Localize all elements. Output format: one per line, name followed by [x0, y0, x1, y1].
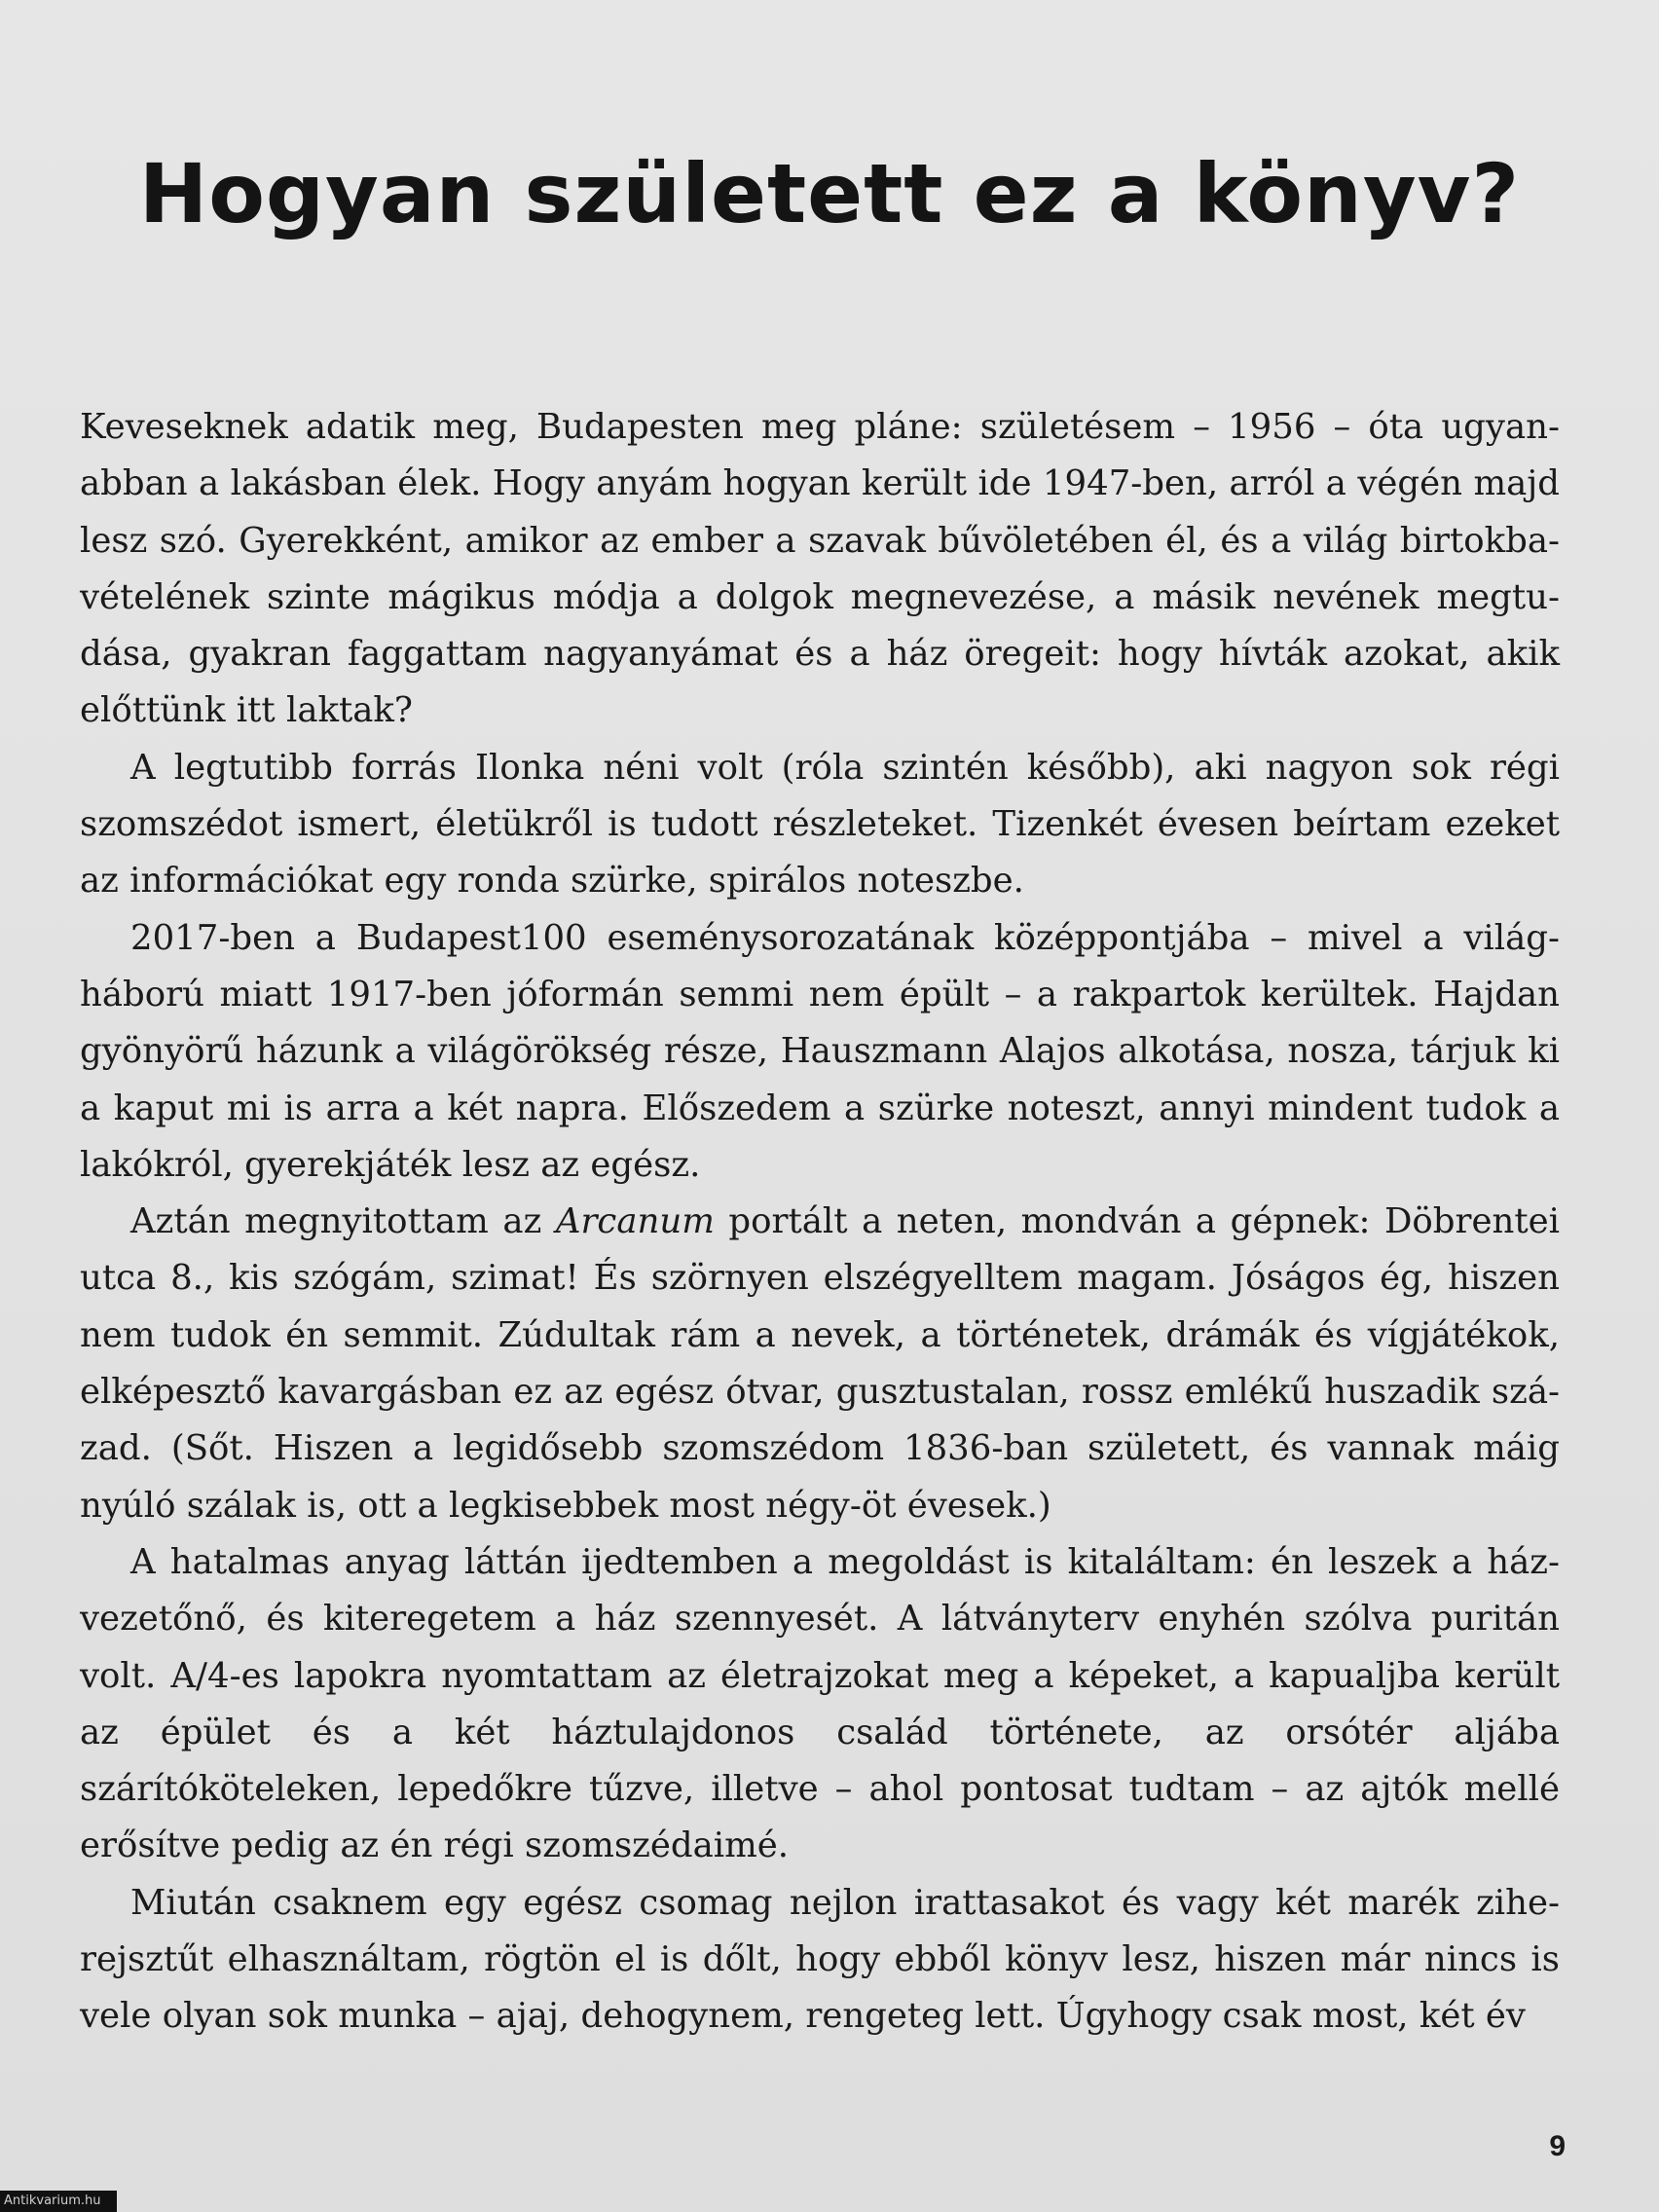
- paragraph-6: Miután csaknem egy egész csomag nejlon irattasakot és vagy két marék ziherejsztűt elhasználtam, rögtön el is dőlt, hogy ebből könyv lesz, hiszen már nincs is vele olyan sok munka – ajaj, dehogynem, rengeteg lett. Úgyhogy csak most, két év: [80, 1882, 1560, 2037]
- arcanum-italic: Arcanum: [555, 1201, 715, 1242]
- paragraph-4: [80, 1194, 1560, 1534]
- watermark: Antikvarium.hu: [0, 2191, 117, 2212]
- page-title: Hogyan született ez a könyv?: [138, 146, 1521, 241]
- paragraph-1: Keveseknek adatik meg, Budapesten meg pláne: születésem – 1956 – óta ugyanabban a lakásban élek. Hogy anyám hogyan került ide 1947-ben, arról a végén majd lesz szó. Gyerekként, amikor az ember a szavak bűvöletében él, és a világ birtokbavételének szinte mágikus módja a dolgok megnevezése, a másik nevének megtudása, gyakran faggattam nagyanyámat és a ház öregeit: hogy hívták azokat, akik előttünk itt laktak?: [80, 407, 1560, 731]
- paragraph-3: 2017-ben a Budapest100 eseménysorozatának középpontjába – mivel a világháború miatt 1917-ben jóformán semmi nem épült – a rakpartok kerültek. Hajdan gyönyörű házunk a világörökség része, Hauszmann Alajos alkotása, nosza, tárjuk ki a kaput mi is arra a két napra. Előszedem a szürke noteszt, annyi mindent tudok a lakókról, gyerekjáték lesz az egész.: [80, 917, 1560, 1185]
- paragraph-2: A legtutibb forrás Ilonka néni volt (róla szintén később), aki nagyon sok régi szomszédot ismert, életükről is tudott részleteket. Tizenkét évesen beírtam ezeket az információkat egy ronda szürke, spirálos noteszbe.: [80, 747, 1560, 902]
- page-number: 9: [1549, 2130, 1566, 2162]
- paragraph-4-start: Aztán megnyitottam az: [130, 1201, 556, 1242]
- paragraph-5: A hatalmas anyag láttán ijedtemben a megoldást is kitaláltam: én leszek a házvezetőnő, és kiteregetem a ház szennyesét. A látványterv enyhén szólva puritán volt. A/4-es lapokra nyomtattam az életrajzokat meg a képeket, a kapualjba került az épület és a két háztulajdonos család története, az orsótér aljába szárítóköteleken, lepedőkre tűzve, illetve – ahol pontosat tudtam – az ajtók mellé erősítve pedig az én régi szomszédaimé.: [80, 1541, 1560, 1866]
- paragraph-4-rest: portált a neten, mondván a gépnek: Döbrentei utca 8., kis szógám, szimat! És szörnyen elszégyelltem magam. Jóságos ég, hiszen nem tudok én semmit. Zúdultak rám a nevek, a történetek, drámák és vígjátékok, elképesztő kavargásban ez az egész ótvar, gusztustalan, rossz emlékű huszadik század. (Sőt. Hiszen a legidősebb szomszédom 1836-ban született, és vannak máig nyúló szálak is, ott a legkisebbek most négy-öt évesek.): [80, 1201, 1560, 1526]
- body-text: [80, 399, 1560, 2046]
